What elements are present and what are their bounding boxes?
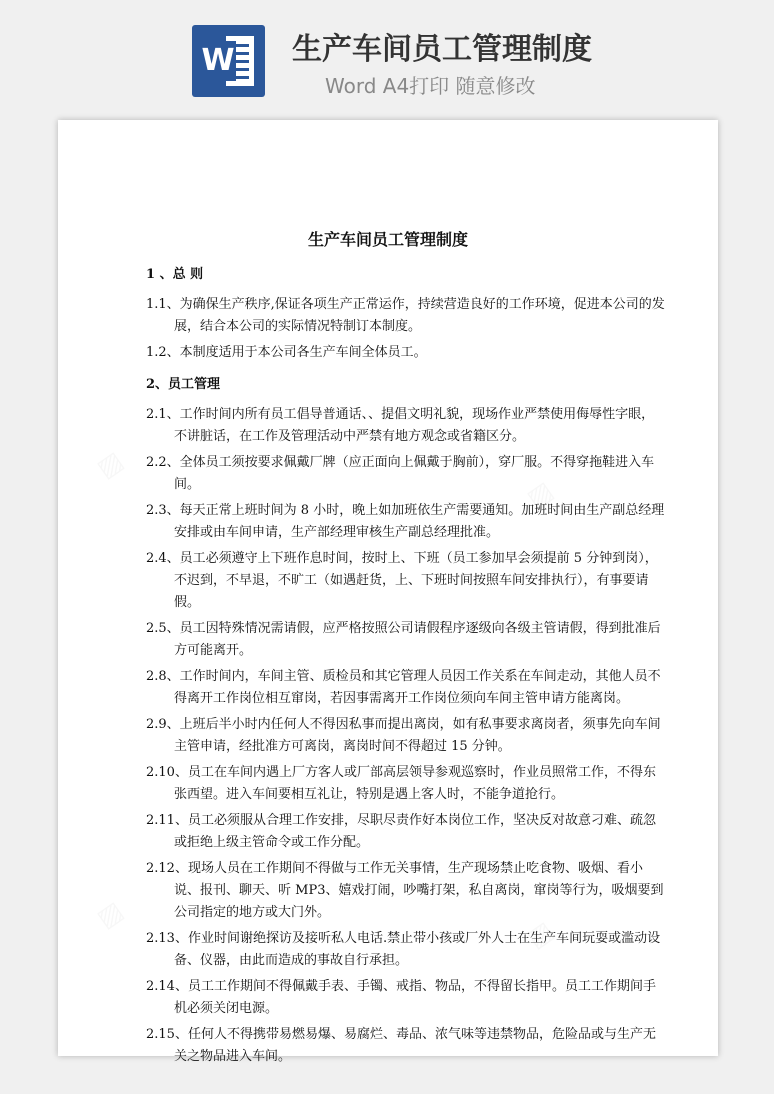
banner bbox=[0, 0, 774, 118]
clause-1-1: 1.1、为确保生产秩序,保证各项生产正常运作，持续营造良好的工作环境，促进本公司的发展，结合本公司的实际情况特制订本制度。 bbox=[146, 297, 665, 334]
clause-2-13: 2.13、作业时间谢绝探访及接听私人电话.禁止带小孩或厂外人士在生产车间玩耍或滥动设备、仪器，由此而造成的事故自行承担。 bbox=[146, 931, 661, 968]
word-icon bbox=[192, 25, 265, 97]
banner-subtitle: Word A4打印 随意修改 bbox=[325, 74, 536, 98]
word-logo-letter: W bbox=[200, 41, 236, 81]
clause-2-4: 2.4、员工必须遵守上下班作息时间，按时上、下班（员工参加早会须提前 5 分钟到岗），不迟到，不早退，不旷工（如遇赶货，上、下班时间按照车间安排执行），有事要请假。 bbox=[146, 551, 658, 610]
clause-2-5: 2.5、员工因特殊情况需请假，应严格按照公司请假程序逐级向各级主管请假，得到批准后方可能离开。 bbox=[146, 621, 661, 658]
clause-2-1: 2.1、工作时间内所有员工倡导普通话、、提倡文明礼貌，现场作业严禁使用侮辱性字眼，不讲脏话，在工作及管理活动中严禁有地方观念或省籍区分。 bbox=[146, 407, 655, 444]
document-body bbox=[146, 260, 666, 1072]
clause-2-9: 2.9、上班后半小时内任何人不得因私事而提出离岗，如有私事要求离岗者，须事先向车间主管申请，经批准方可离岗，离岗时间不得超过 15 分钟。 bbox=[146, 717, 661, 754]
clause-2-14: 2.14、员工工作期间不得佩戴手表、手镯、戒指、物品，不得留长指甲。员工工作期间手机必须关闭电源。 bbox=[146, 979, 656, 1016]
clause-2-12: 2.12、现场人员在工作期间不得做与工作无关事情，生产现场禁止吃食物、吸烟、看小说、报刊、聊天、听 MP3、嬉戏打闹，吵嘴打架，私自离岗，窜岗等行为，吸烟要到公司指定的地方或大门外。 bbox=[146, 861, 664, 920]
clause-2-3: 2.3、每天正常上班时间为 8 小时，晚上如加班依生产需要通知。加班时间由生产副总经理安排或由车间申请，生产部经理审核生产副总经理批准。 bbox=[146, 503, 665, 540]
document-title: 生产车间员工管理制度 bbox=[307, 230, 468, 249]
document-page bbox=[58, 120, 718, 1064]
section-heading: 2、员工管理 bbox=[146, 377, 221, 392]
clause-2-8: 2.8、工作时间内，车间主管、质检员和其它管理人员因工作关系在车间走动，其他人员不得离开工作岗位相互窜岗，若因事需离开工作岗位须向车间主管申请方能离岗。 bbox=[146, 669, 661, 706]
clause-2-2: 2.2、全体员工须按要求佩戴厂牌（应正面向上佩戴于胸前），穿厂服。不得穿拖鞋进入车间。 bbox=[146, 455, 655, 492]
banner-title: 生产车间员工管理制度 bbox=[292, 32, 592, 67]
clause-2-15: 2.15、任何人不得携带易燃易爆、易腐烂、毒品、浓气味等违禁物品，危险品或与生产无关之物品进入车间。 bbox=[146, 1027, 656, 1064]
clause-1-2: 1.2、本制度适用于本公司各生产车间全体员工。 bbox=[146, 345, 427, 360]
section-heading: 1 、总 则 bbox=[146, 267, 204, 282]
clause-2-10: 2.10、员工在车间内遇上厂方客人或厂部高层领导参观巡察时，作业员照常工作，不得东张西望。进入车间要相互礼让，特别是遇上客人时，不能争道抢行。 bbox=[146, 765, 656, 802]
clause-2-11: 2.11、员工必须服从合理工作安排，尽职尽责作好本岗位工作，坚决反对故意刁难、疏忽或拒绝上级主管命令或工作分配。 bbox=[146, 813, 656, 850]
